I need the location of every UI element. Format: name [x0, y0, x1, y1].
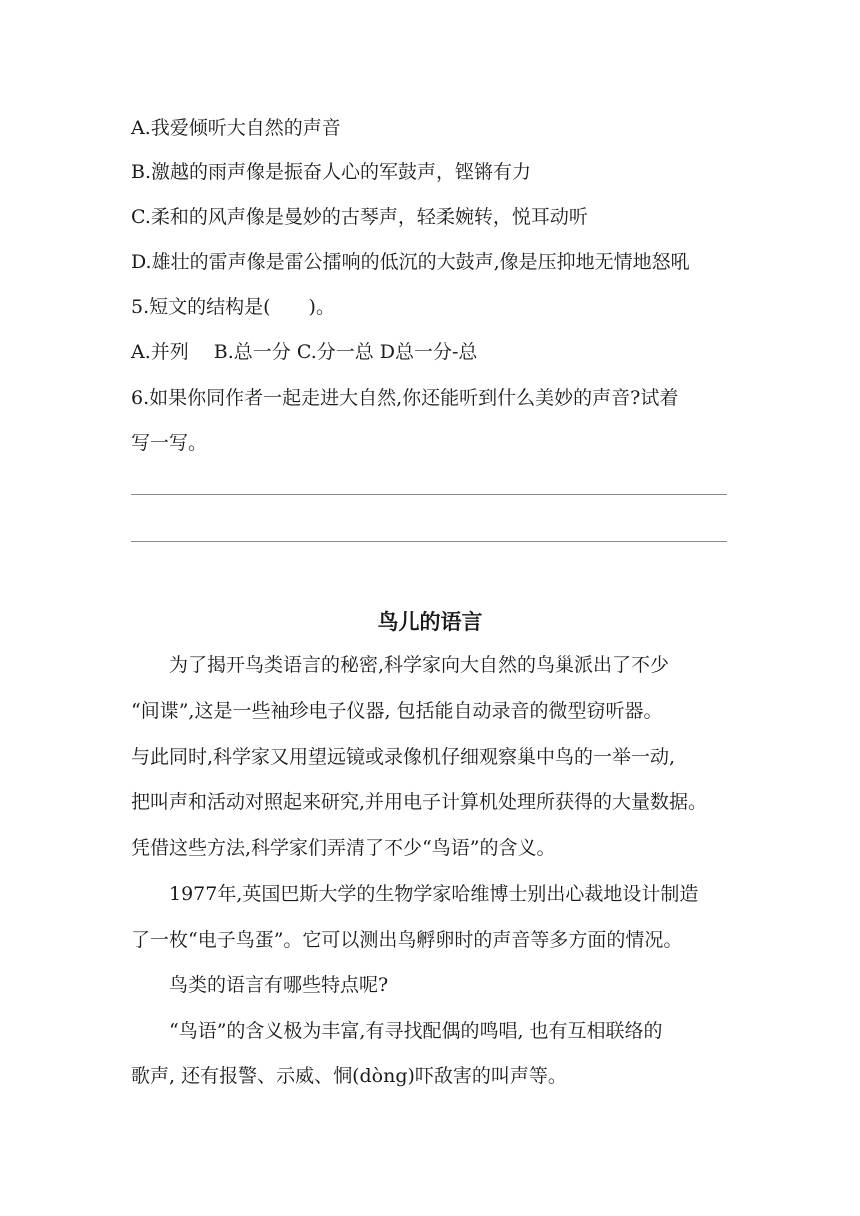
question-5: 5.短文的结构是( )。 [131, 296, 335, 318]
article-line: 把叫声和活动对照起来研究,并用电子计算机处理所获得的大量数据。 [131, 791, 708, 813]
article-title: 鸟儿的语言 [377, 610, 483, 634]
question-6-line-2: 写一写。 [131, 432, 208, 454]
option-d: D.雄壮的雷声像是雷公擂响的低沉的大鼓声,像是压抑地无情地怒吼 [131, 251, 690, 273]
article-line: 1977年,英国巴斯大学的生物学家哈维博士别出心裁地设计制造 [131, 883, 699, 905]
article-line: 鸟类的语言有哪些特点呢? [131, 974, 389, 996]
answer-line-1 [131, 494, 727, 495]
article-line: 歌声, 还有报警、示威、恫(dòng)吓敌害的叫声等。 [131, 1065, 567, 1087]
option-c: C.柔和的风声像是曼妙的古琴声，轻柔婉转，悦耳动听 [131, 206, 588, 228]
article-line: 了一枚“电子鸟蛋”。它可以测出鸟孵卵时的声音等多方面的情况。 [131, 929, 683, 951]
article-line: 与此同时,科学家又用望远镜或录像机仔细观察巢中鸟的一举一动, [131, 746, 676, 768]
answer-line-2 [131, 541, 727, 542]
question-5-options: A.并列 B.总一分 C.分一总 D总一分-总 [131, 341, 478, 363]
article-line: “间谍”,这是一些袖珍电子仪器, 包括能自动录音的微型窃听器。 [131, 700, 663, 722]
article-line: 凭借这些方法,科学家们弄清了不少“鸟语”的含义。 [131, 837, 556, 859]
option-b: B.激越的雨声像是振奋人心的军鼓声，铿锵有力 [131, 161, 532, 183]
article-line: 为了揭开鸟类语言的秘密,科学家向大自然的鸟巢派出了不少 [131, 654, 670, 676]
question-6-line-1: 6.如果你同作者一起走进大自然,你还能听到什么美妙的声音?试着 [131, 387, 679, 409]
option-a: A.我爱倾听大自然的声音 [131, 117, 341, 139]
article-line: “鸟语”的含义极为丰富,有寻找配偶的鸣唱, 也有互相联络的 [131, 1020, 663, 1042]
